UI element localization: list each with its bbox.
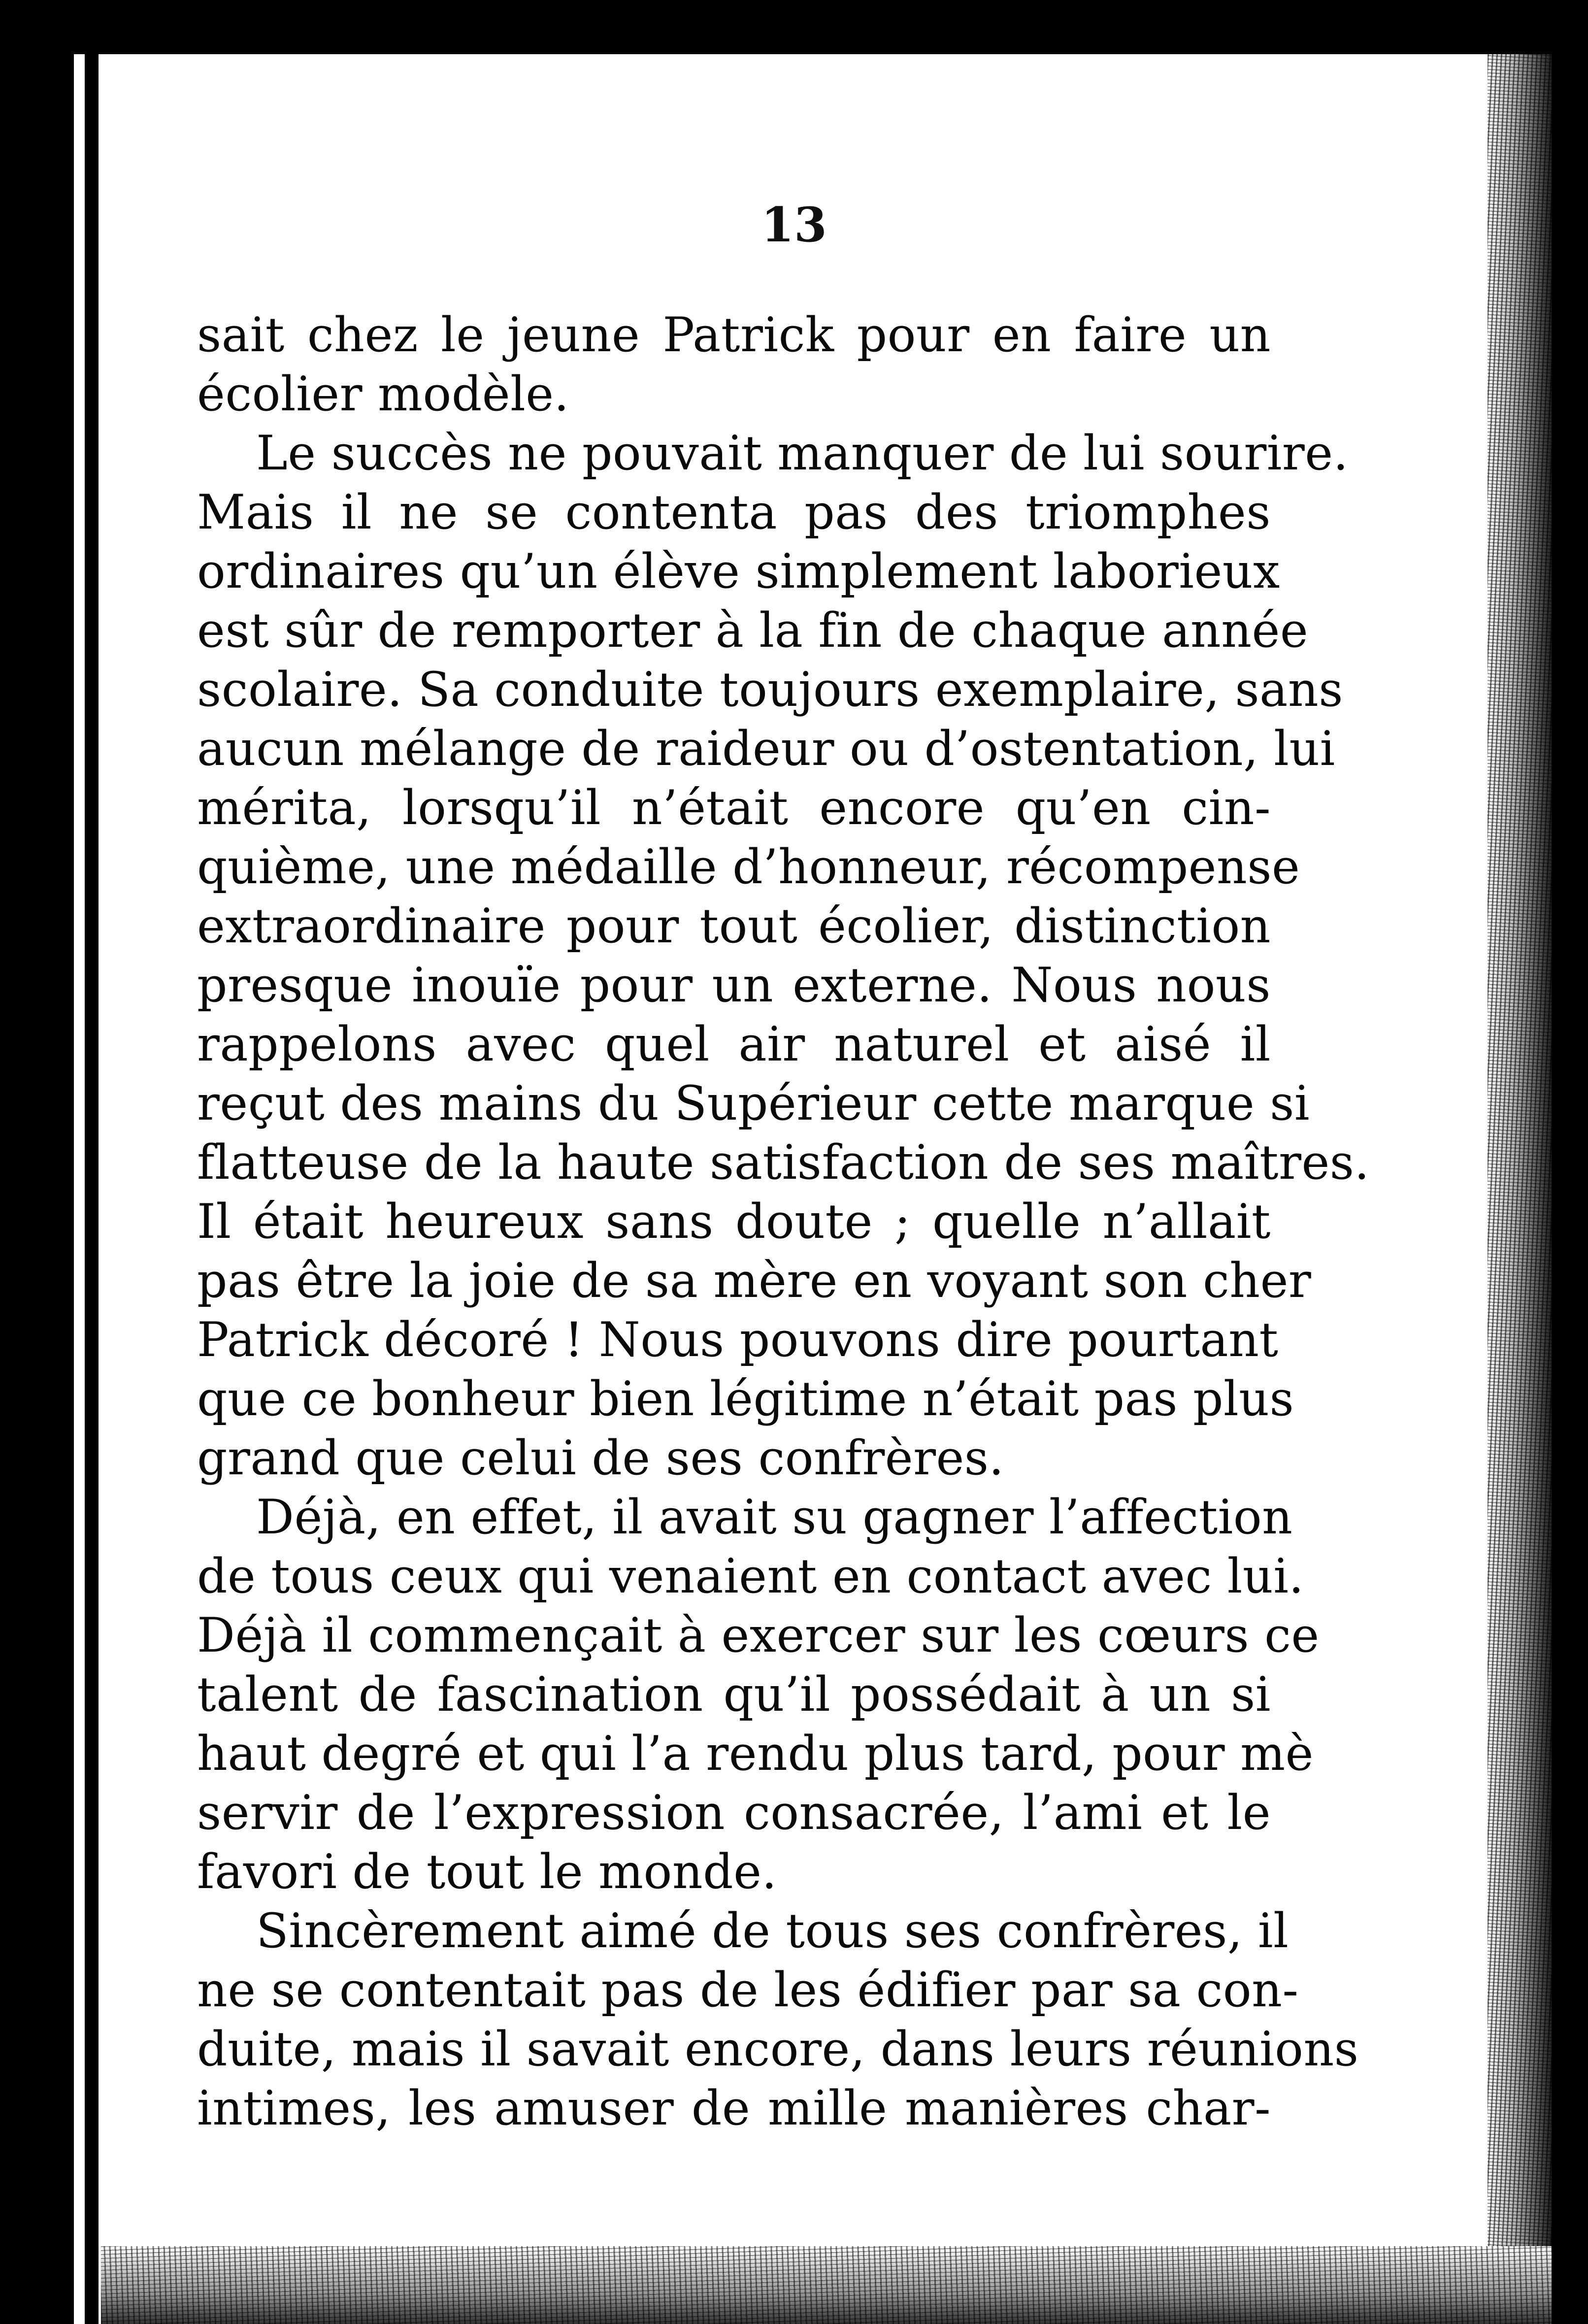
- bottom-scan-noise: [101, 2246, 1552, 2324]
- text-line: flatteuse de la haute satisfaction de ses maîtres.: [197, 1135, 1370, 1190]
- text-line: Sincèrement aimé de tous ses confrères, il: [256, 1903, 1289, 1959]
- text-line: que ce bonheur bien légitime n’était pas plus: [197, 1371, 1294, 1427]
- right-scan-noise: [1488, 54, 1552, 2300]
- text-line: intimes, les amuser de mille manières char-: [197, 2081, 1271, 2136]
- text-line: Mais il ne se contenta pas des triomphes: [197, 485, 1271, 540]
- text-line: mérita, lorsqu’il n’était encore qu’en cin-: [197, 780, 1271, 835]
- text-line: talent de fascination qu’il possédait à un si: [197, 1667, 1271, 1722]
- text-line: rappelons avec quel air naturel et aisé il: [197, 1017, 1271, 1072]
- text-line: grand que celui de ses confrères.: [197, 1430, 1004, 1486]
- text-line: scolaire. Sa conduite toujours exemplaire, sans: [197, 662, 1343, 717]
- page-number: 13: [761, 197, 827, 253]
- text-line: servir de l’expression consacrée, l’ami et le: [197, 1785, 1271, 1840]
- text-line: Patrick décoré ! Nous pouvons dire pourtant: [197, 1312, 1279, 1367]
- text-line: écolier modèle.: [197, 366, 569, 422]
- text-line: ne se contentait pas de les édifier par sa con-: [197, 1962, 1299, 2018]
- text-line: Il était heureux sans doute ; quelle n’allait: [197, 1194, 1271, 1249]
- text-line: sait chez le jeune Patrick pour en faire un: [197, 307, 1271, 363]
- text-line: duite, mais il savait encore, dans leurs réunions: [197, 2022, 1359, 2077]
- text-line: presque inouïe pour un externe. Nous nous: [197, 958, 1271, 1013]
- left-page-edge: [74, 54, 101, 2324]
- text-line: ordinaires qu’un élève simplement laborieux: [197, 544, 1280, 599]
- text-line: quième, une médaille d’honneur, récompense: [197, 839, 1300, 895]
- text-line: de tous ceux qui venaient en contact avec lui.: [197, 1549, 1304, 1604]
- text-line: Déjà, en effet, il avait su gagner l’affection: [256, 1490, 1293, 1545]
- text-line: favori de tout le monde.: [197, 1844, 777, 1899]
- text-line: Déjà il commençait à exercer sur les cœurs ce: [197, 1608, 1320, 1663]
- text-line: extraordinaire pour tout écolier, distinction: [197, 898, 1271, 954]
- text-line: Le succès ne pouvait manquer de lui sourire.: [256, 426, 1349, 481]
- text-line: haut degré et qui l’a rendu plus tard, pour mè: [197, 1726, 1314, 1781]
- right-scan-border: [1552, 0, 1588, 2324]
- body-text: [197, 305, 1370, 2138]
- text-line: aucun mélange de raideur ou d’ostentation, lui: [197, 721, 1335, 776]
- text-line: reçut des mains du Supérieur cette marque si: [197, 1076, 1310, 1131]
- text-line: est sûr de remporter à la fin de chaque année: [197, 603, 1309, 658]
- text-line: pas être la joie de sa mère en voyant son cher: [197, 1253, 1312, 1308]
